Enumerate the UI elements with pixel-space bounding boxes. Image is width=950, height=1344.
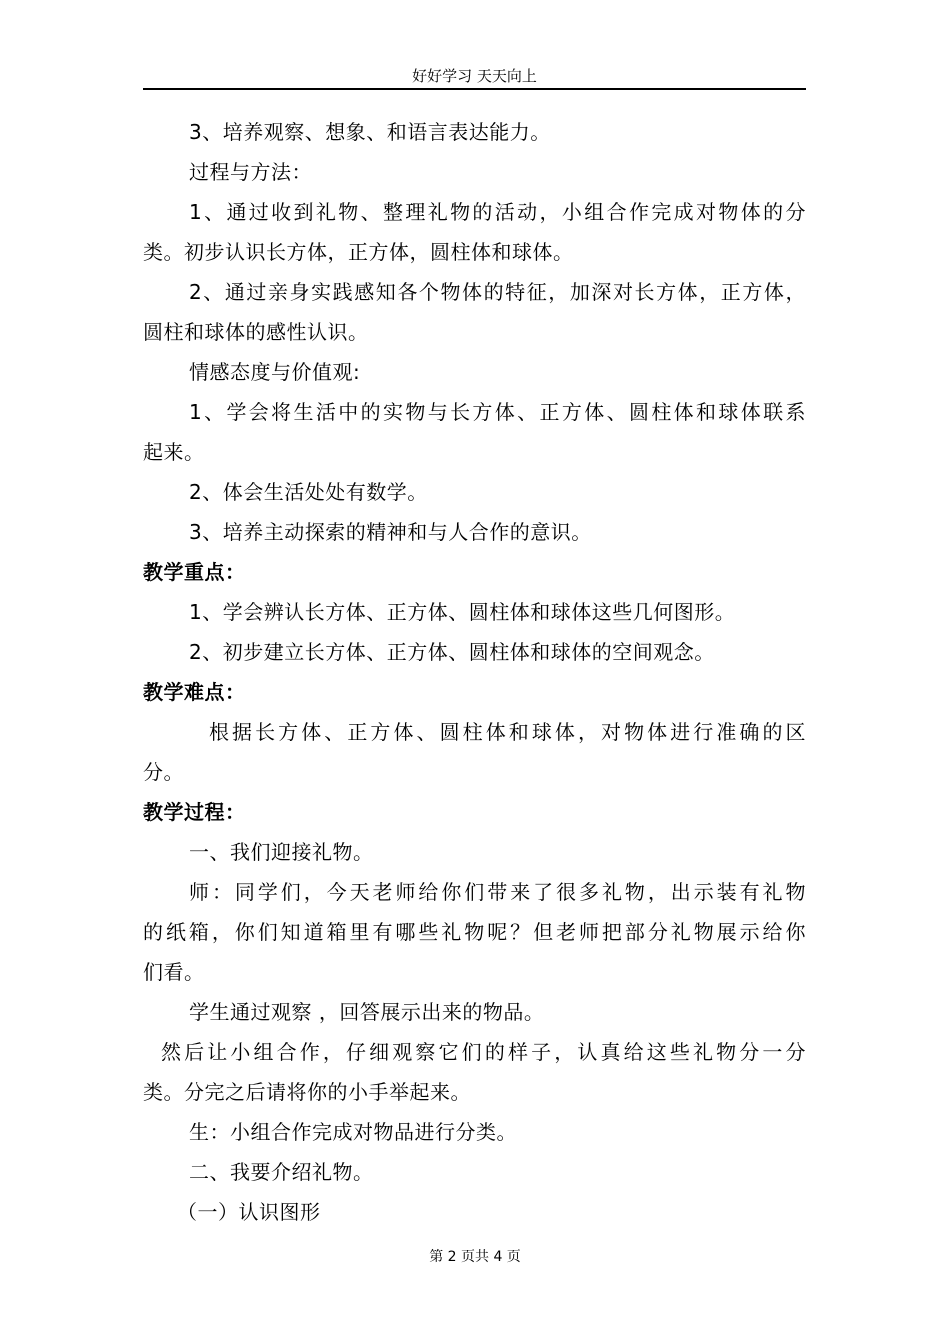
page-number: 第 2 页共 4 页 [429, 1249, 521, 1265]
paragraph-line: 然后让小组合作，仔细观察它们的样子，认真给这些礼物分一分 [161, 1040, 806, 1064]
paragraph-line: 的纸箱，你们知道箱里有哪些礼物呢？但老师把部分礼物展示给你 [143, 920, 806, 944]
paragraph-line: 3、培养主动探索的精神和与人合作的意识。 [189, 520, 592, 544]
paragraph-line: 起来。 [143, 440, 205, 464]
paragraph-line: 3、培养观察、想象、和语言表达能力。 [189, 120, 551, 144]
section-heading: 教学重点： [143, 560, 246, 584]
document-body [143, 112, 806, 1232]
section-heading: 教学难点： [143, 680, 246, 704]
paragraph-line: 们看。 [143, 960, 205, 984]
paragraph-line: （一）认识图形 [177, 1200, 321, 1224]
paragraph-line: 生：小组合作完成对物品进行分类。 [189, 1120, 517, 1144]
paragraph-line: 圆柱和球体的感性认识。 [143, 320, 369, 344]
page-header [143, 66, 806, 90]
paragraph-line: 1、学会辨认长方体、正方体、圆柱体和球体这些几何图形。 [189, 600, 736, 624]
paragraph-line: 二、我要介绍礼物。 [189, 1160, 374, 1184]
section-label: 过程与方法： [189, 160, 312, 184]
paragraph-line: 分。 [143, 760, 184, 784]
paragraph-line: 根据长方体、正方体、圆柱体和球体，对物体进行准确的区 [209, 720, 806, 744]
paragraph-line: 1、学会将生活中的实物与长方体、正方体、圆柱体和球体联系 [189, 400, 806, 424]
section-heading: 教学过程： [143, 800, 246, 824]
paragraph-line: 类。分完之后请将你的小手举起来。 [143, 1080, 471, 1104]
paragraph-line: 2、体会生活处处有数学。 [189, 480, 428, 504]
paragraph-line: 2、通过亲身实践感知各个物体的特征，加深对长方体，正方体， [189, 280, 806, 304]
paragraph-line: 学生通过观察 ，回答展示出来的物品。 [189, 1000, 545, 1024]
page-footer [0, 1248, 950, 1266]
paragraph-line: 师：同学们，今天老师给你们带来了很多礼物，出示装有礼物 [189, 880, 806, 904]
section-label: 情感态度与价值观: [189, 360, 361, 384]
paragraph-line: 一、我们迎接礼物。 [189, 840, 374, 864]
paragraph-line: 2、初步建立长方体、正方体、圆柱体和球体的空间观念。 [189, 640, 715, 664]
paragraph-line: 类。初步认识长方体，正方体，圆柱体和球体。 [143, 240, 574, 264]
paragraph-line: 1、通过收到礼物、整理礼物的活动，小组合作完成对物体的分 [189, 200, 806, 224]
header-text: 好好学习 天天向上 [412, 67, 537, 85]
